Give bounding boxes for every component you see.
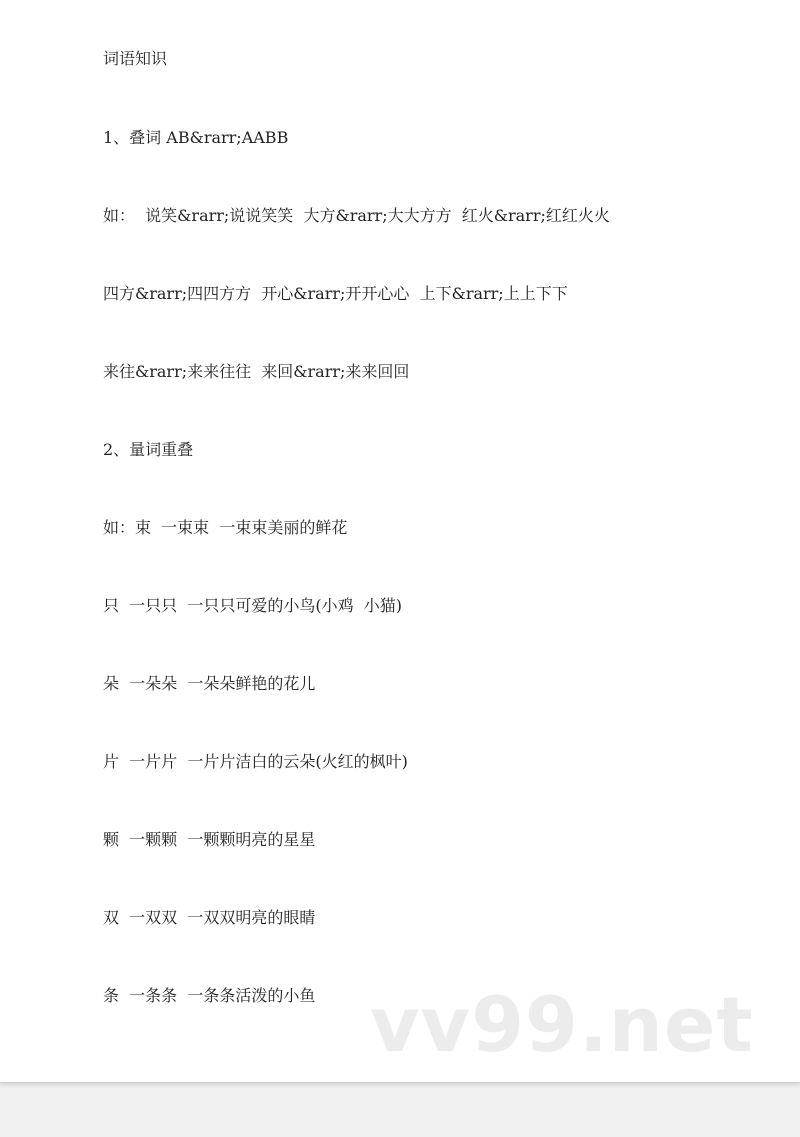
doc-line-5: 2、量词重叠: [103, 440, 194, 459]
doc-line-12: 条 一条条 一条条活泼的小鱼: [103, 986, 316, 1005]
doc-line-9: 片 一片片 一片片洁白的云朵(火红的枫叶): [103, 752, 408, 771]
doc-line-11: 双 一双双 一双双明亮的眼睛: [103, 908, 316, 927]
doc-line-3: 四方&rarr;四四方方 开心&rarr;开开心心 上下&rarr;上上下下: [103, 284, 568, 303]
doc-line-1: 1、叠词 AB&rarr;AABB: [103, 128, 289, 147]
doc-line-6: 如：束 一束束 一束束美丽的鲜花: [103, 518, 348, 537]
doc-line-2: 如： 说笑&rarr;说说笑笑 大方&rarr;大大方方 红火&rarr;红红火火: [103, 206, 610, 225]
doc-line-8: 朵 一朵朵 一朵朵鲜艳的花儿: [103, 674, 316, 693]
doc-title: 词语知识: [103, 49, 168, 68]
doc-line-10: 颗 一颗颗 一颗颗明亮的星星: [103, 830, 316, 849]
doc-line-7: 只 一只只 一只只可爱的小鸟(小鸡 小猫): [103, 596, 403, 615]
watermark-text: vv99.net: [370, 980, 754, 1069]
doc-line-4: 来往&rarr;来来往往 来回&rarr;来来回回: [103, 362, 410, 381]
